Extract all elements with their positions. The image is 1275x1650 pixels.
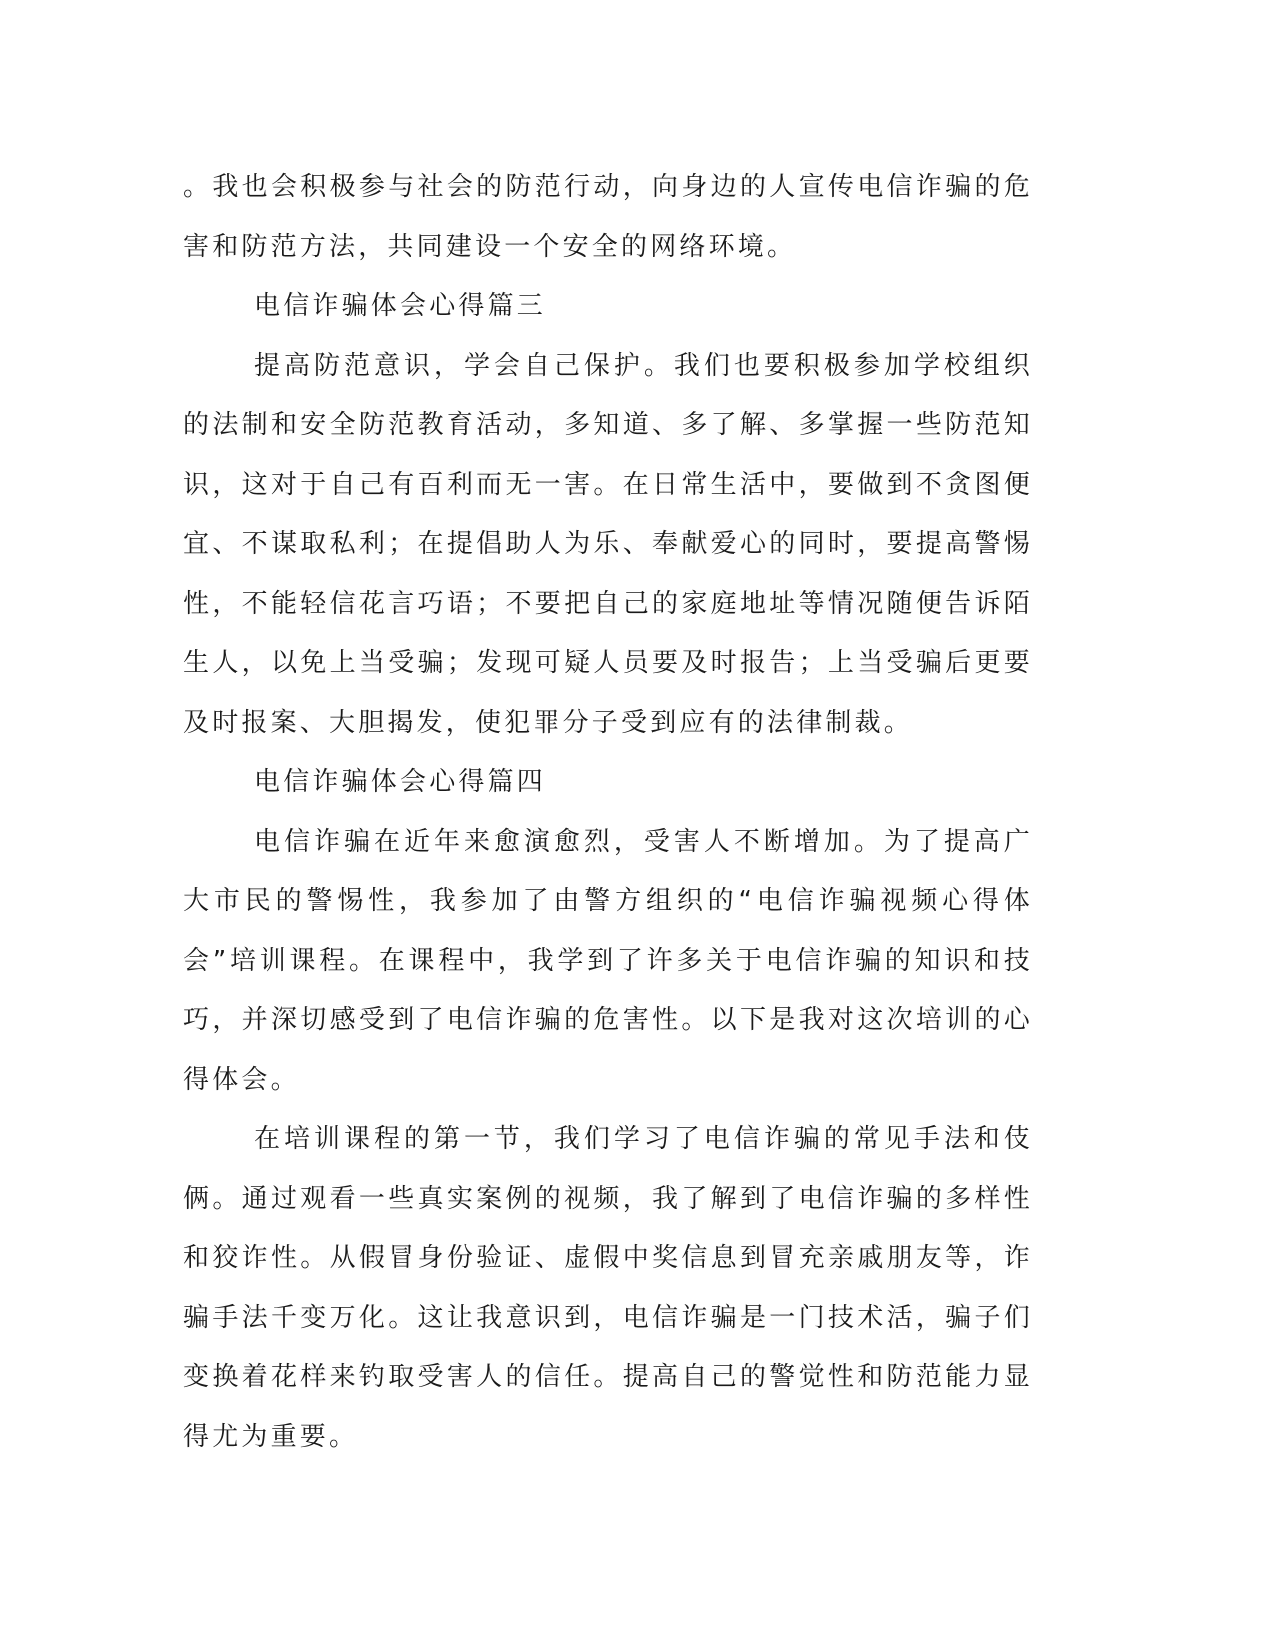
paragraph-continuation: 。我也会积极参与社会的防范行动，向身边的人宣传电信诈骗的危害和防范方法，共同建设一个安全的网络环境。 bbox=[183, 172, 1033, 262]
document-body bbox=[183, 158, 1033, 1467]
paragraph-training-intro: 电信诈骗在近年来愈演愈烈，受害人不断增加。为了提高广大市民的警惕性，我参加了由警方组织的“电信诈骗视频心得体会”培训课程。在课程中，我学到了许多关于电信诈骗的知识和技巧，并深切感受到了电信诈骗的危害性。以下是我对这次培训的心得体会。 bbox=[183, 826, 1033, 1095]
paragraph-prevention-awareness: 提高防范意识，学会自己保护。我们也要积极参加学校组织的法制和安全防范教育活动，多知道、多了解、多掌握一些防范知识，这对于自己有百利而无一害。在日常生活中，要做到不贪图便宜、不谋取私利；在提倡助人为乐、奉献爱心的同时，要提高警惕性，不能轻信花言巧语；不要把自己的家庭地址等情况随便告诉陌生人，以免上当受骗；发现可疑人员要及时报告；上当受骗后更要及时报案、大胆揭发，使犯罪分子受到应有的法律制裁。 bbox=[183, 350, 1033, 738]
paragraph-first-lesson: 在培训课程的第一节，我们学习了电信诈骗的常见手法和伎俩。通过观看一些真实案例的视频，我了解到了电信诈骗的多样性和狡诈性。从假冒身份验证、虚假中奖信息到冒充亲戚朋友等，诈骗手法千变万化。这让我意识到，电信诈骗是一门技术活，骗子们变换着花样来钓取受害人的信任。提高自己的警觉性和防范能力显得尤为重要。 bbox=[183, 1124, 1033, 1452]
section-heading-part-three: 电信诈骗体会心得篇三 bbox=[254, 291, 547, 321]
section-heading-part-four: 电信诈骗体会心得篇四 bbox=[254, 767, 547, 797]
